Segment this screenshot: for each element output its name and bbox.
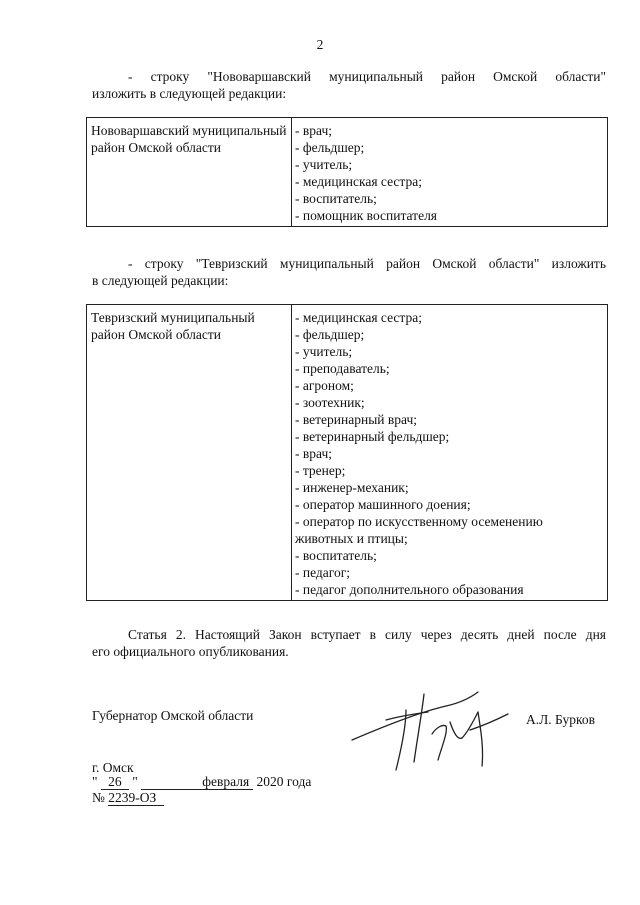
region-cell: [87, 305, 292, 601]
professions-cell: [292, 305, 608, 601]
article-line: Статья 2. Настоящий Закон вступает в силу через десять дней после дня: [128, 627, 606, 642]
signatory-name: А.Л. Бурков: [526, 712, 595, 727]
profession-item: - зоотехник;: [295, 395, 365, 410]
profession-item: - фельдшер;: [295, 327, 365, 342]
region-cell: [87, 118, 292, 227]
law-number-line: [92, 789, 164, 806]
profession-item: - ветеринарный врач;: [295, 412, 418, 427]
profession-item: - тренер;: [295, 463, 346, 478]
profession-item: - помощник воспитателя: [295, 208, 438, 223]
profession-item: - агроном;: [295, 378, 354, 393]
table-tevrizsky: [86, 304, 608, 601]
region-name: Тевризский муниципальный район Омской области: [91, 310, 255, 342]
law-number: 2239-ОЗ: [108, 790, 164, 806]
profession-item: - учитель;: [295, 157, 353, 172]
date-line: [92, 773, 311, 790]
date-day: 26: [101, 774, 129, 790]
profession-item: - воспитатель;: [295, 548, 377, 563]
profession-item: - воспитатель;: [295, 191, 377, 206]
handwritten-signature: [350, 676, 520, 776]
profession-item: - ветеринарный фельдшер;: [295, 429, 450, 444]
paragraph-line: изложить в следующей редакции:: [92, 86, 287, 101]
profession-item: - оператор по искусственному осеменению животных и птицы;: [295, 514, 543, 546]
paragraph-tevrizsky: [92, 255, 606, 289]
paragraph-line: - строку "Нововаршавский муниципальный район Омской области": [128, 69, 606, 84]
paragraph-novovarshavsky: [92, 68, 606, 102]
governor-title: Губернатор Омской области: [92, 708, 254, 723]
date-month: февраля: [141, 774, 253, 790]
profession-item: - инженер-механик;: [295, 480, 409, 495]
profession-item: - врач;: [295, 123, 332, 138]
region-name: Нововаршавский муниципальный район Омской области: [91, 123, 287, 155]
paragraph-line: - строку "Тевризский муниципальный район Омской области" изложить: [128, 256, 606, 271]
number-sign: №: [92, 790, 105, 805]
table-row: [87, 305, 608, 601]
professions-cell: [292, 118, 608, 227]
page-number: 2: [316, 37, 324, 52]
article-2: [92, 626, 606, 660]
paragraph-line: в следующей редакции:: [92, 273, 229, 288]
table-novovarshavsky: [86, 117, 608, 227]
profession-item: - педагог дополнительного образования: [295, 582, 524, 597]
quote-close: ": [132, 774, 138, 789]
profession-item: - преподаватель;: [295, 361, 390, 376]
profession-item: - врач;: [295, 446, 332, 461]
quote-open: ": [92, 774, 98, 789]
city: г. Омск: [92, 760, 134, 775]
date-year: 2020 года: [256, 774, 312, 789]
profession-item: - медицинская сестра;: [295, 174, 422, 189]
table-row: [87, 118, 608, 227]
profession-item: - педагог;: [295, 565, 351, 580]
profession-item: - медицинская сестра;: [295, 310, 422, 325]
profession-item: - оператор машинного доения;: [295, 497, 471, 512]
profession-item: - фельдшер;: [295, 140, 365, 155]
profession-item: - учитель;: [295, 344, 353, 359]
article-line: его официального опубликования.: [92, 644, 289, 659]
